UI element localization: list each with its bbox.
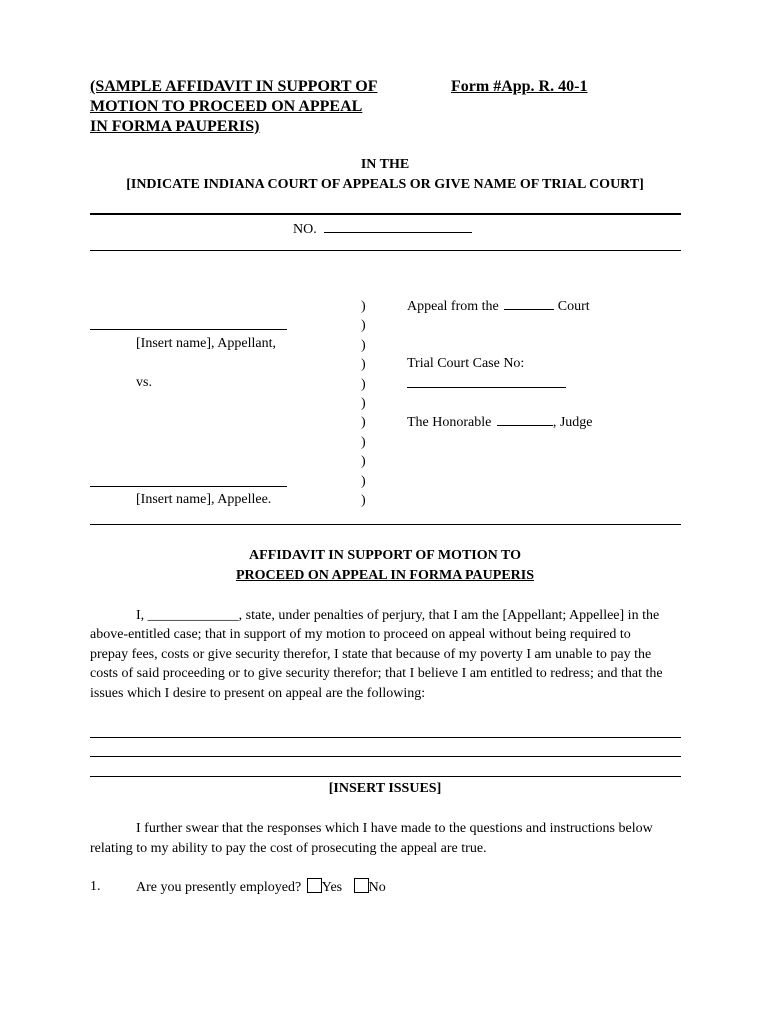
para2-line-2: relating to my ability to pay the cost of prosecuting the appeal are true. bbox=[90, 841, 487, 856]
question-1-text: Are you presently employed? bbox=[136, 880, 302, 895]
no-checkbox[interactable] bbox=[354, 878, 369, 893]
para1-line-1: I, _____________, state, under penalties of perjury, that I am the [Appellant; Appellee] in the bbox=[136, 608, 660, 623]
court-line-1: IN THE bbox=[360, 157, 410, 172]
para2-line-1: I further swear that the responses which I have made to the questions and instructions below bbox=[136, 821, 653, 836]
paren: ) bbox=[361, 376, 366, 392]
divider bbox=[90, 250, 681, 251]
honorable-suffix: , Judge bbox=[552, 415, 593, 430]
honorable-row bbox=[407, 413, 593, 432]
yes-label: Yes bbox=[321, 880, 343, 895]
court-line-2: [INDICATE INDIANA COURT OF APPEALS OR GIVE NAME OF TRIAL COURT] bbox=[126, 177, 644, 192]
paren: ) bbox=[361, 415, 366, 431]
paren: ) bbox=[361, 492, 366, 508]
issue-line[interactable] bbox=[90, 756, 681, 757]
paren: ) bbox=[361, 337, 366, 353]
appellant-name-line[interactable] bbox=[90, 329, 287, 330]
case-number-blank[interactable] bbox=[324, 220, 472, 233]
appeal-from-blank[interactable] bbox=[504, 297, 554, 310]
honorable-prefix: The Honorable bbox=[407, 415, 492, 430]
form-number: Form #App. R. 40-1 bbox=[451, 78, 588, 95]
appellee-name-line[interactable] bbox=[90, 486, 287, 487]
paren: ) bbox=[361, 473, 366, 489]
appeal-from-prefix: Appeal from the bbox=[407, 299, 499, 314]
affidavit-heading-line-2: PROCEED ON APPEAL IN FORMA PAUPERIS bbox=[235, 568, 535, 583]
case-number-row bbox=[293, 220, 472, 239]
issue-line[interactable] bbox=[90, 776, 681, 777]
paren: ) bbox=[361, 454, 366, 470]
title-line: IN FORMA PAUPERIS) bbox=[90, 118, 260, 135]
yes-checkbox[interactable] bbox=[307, 878, 322, 893]
paren: ) bbox=[361, 318, 366, 334]
para1-line-5: issues which I desire to present on appeal are the following: bbox=[90, 686, 426, 701]
appeal-from-row bbox=[407, 297, 590, 316]
divider-thick bbox=[90, 213, 681, 215]
question-1-row bbox=[136, 878, 386, 897]
no-label: No bbox=[368, 880, 386, 895]
appeal-from-suffix: Court bbox=[557, 299, 590, 314]
title-line: (SAMPLE AFFIDAVIT IN SUPPORT OF bbox=[90, 78, 378, 95]
judge-name-blank[interactable] bbox=[497, 413, 553, 426]
para1-line-4: costs of said proceeding or to give security therefor; that I believe I am entitled to redress; and that the bbox=[90, 666, 663, 681]
paren: ) bbox=[361, 395, 366, 411]
vs-label: vs. bbox=[136, 375, 152, 390]
affidavit-heading-line-1: AFFIDAVIT IN SUPPORT OF MOTION TO bbox=[249, 548, 521, 563]
para1-line-3: prepay fees, costs or give security therefor, I state that because of my poverty I am unable to pay the bbox=[90, 647, 652, 662]
paren: ) bbox=[361, 357, 366, 373]
title-line: MOTION TO PROCEED ON APPEAL bbox=[90, 98, 363, 115]
caption-parenthesis-column bbox=[361, 297, 366, 510]
question-1-number: 1. bbox=[90, 879, 101, 894]
issue-line[interactable] bbox=[90, 737, 681, 738]
insert-issues-label: [INSERT ISSUES] bbox=[328, 781, 442, 796]
divider bbox=[90, 524, 681, 525]
trial-case-blank[interactable] bbox=[407, 387, 566, 388]
trial-case-label: Trial Court Case No: bbox=[407, 356, 525, 371]
para1-line-2: above-entitled case; that in support of my motion to proceed on appeal without being required to bbox=[90, 627, 631, 642]
document-title bbox=[90, 77, 377, 137]
appellant-label: [Insert name], Appellant, bbox=[136, 336, 276, 351]
paren: ) bbox=[361, 434, 366, 450]
paren: ) bbox=[361, 299, 366, 314]
case-number-label: NO. bbox=[293, 222, 317, 237]
appellee-label: [Insert name], Appellee. bbox=[136, 492, 272, 507]
